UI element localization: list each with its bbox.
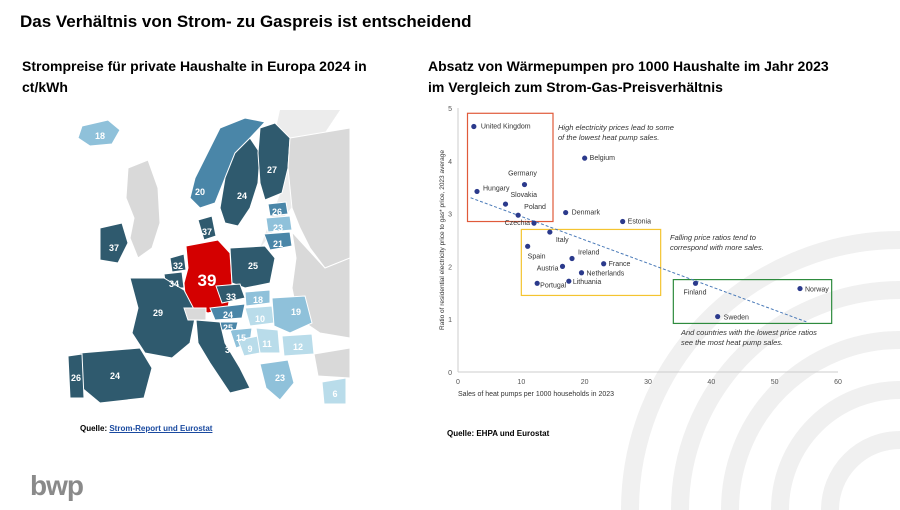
y-tick-label: 3 <box>448 211 452 219</box>
point-label: Slovakia <box>510 192 537 200</box>
map-value-france: 29 <box>152 308 164 318</box>
data-point <box>579 270 584 275</box>
x-axis-label: Sales of heat pumps per 1000 households in 2023 <box>458 391 615 398</box>
map-value-norway: 20 <box>194 187 206 197</box>
y-tick-label: 1 <box>448 317 452 325</box>
point-label: United Kingdom <box>480 123 531 131</box>
point-label: Spain <box>527 253 546 261</box>
map-value-slovenia: 25 <box>222 323 234 333</box>
data-point <box>560 264 565 269</box>
x-tick-label: 0 <box>456 379 460 386</box>
map-value-austria: 24 <box>222 310 234 320</box>
map-value-hungary: 10 <box>254 314 266 324</box>
data-point <box>471 124 476 129</box>
y-tick-label: 0 <box>448 370 452 377</box>
point-label: Finland <box>683 289 707 297</box>
country-uk <box>126 160 160 258</box>
map-value-romania: 19 <box>290 307 302 317</box>
source-link[interactable]: Strom-Report und Eurostat <box>109 424 213 433</box>
x-tick-label: 60 <box>834 379 842 386</box>
map-value-denmark: 37 <box>201 227 213 237</box>
x-tick-label: 40 <box>707 379 716 386</box>
point-label: Austria <box>536 265 559 273</box>
chart-source: Quelle: EHPA und Eurostat <box>447 429 550 438</box>
europe-map <box>60 108 350 408</box>
map-value-cyprus: 6 <box>332 389 338 399</box>
annotation-ann-red: High electricity prices lead to some <box>558 123 674 132</box>
map-value-sweden: 24 <box>236 191 248 201</box>
point-label: Czechia <box>504 220 530 228</box>
map-value-ireland: 37 <box>108 243 120 253</box>
annotation-ann-green: see the most heat pump sales. <box>681 338 784 347</box>
point-label: Norway <box>805 286 829 294</box>
data-point <box>715 314 720 319</box>
annotation-ann-red: of the lowest heat pump sales. <box>558 133 660 142</box>
x-tick-label: 10 <box>517 379 526 386</box>
map-value-bulgaria: 12 <box>292 342 304 352</box>
point-label: Hungary <box>483 185 510 193</box>
map-value-lithuania: 21 <box>272 239 284 249</box>
point-label: Belgium <box>589 155 615 163</box>
x-tick-label: 50 <box>770 379 779 386</box>
point-label: Portugal <box>540 282 567 290</box>
x-tick-label: 20 <box>580 379 589 386</box>
map-value-portugal: 26 <box>70 373 82 383</box>
data-point <box>531 221 536 226</box>
map-value-germany: 39 <box>197 271 217 290</box>
y-tick-label: 5 <box>448 106 452 113</box>
y-tick-label: 4 <box>448 158 452 166</box>
map-value-spain: 24 <box>109 371 121 381</box>
map-value-estonia: 26 <box>271 207 283 217</box>
point-label: Denmark <box>571 209 601 217</box>
map-value-iceland: 18 <box>94 131 106 141</box>
point-label: France <box>608 260 631 268</box>
point-label: Sweden <box>723 314 749 322</box>
data-point <box>525 244 530 249</box>
map-title: Strompreise für private Haushalte in Europa 2024 in ct/kWh <box>22 58 367 95</box>
point-label: Italy <box>555 237 569 245</box>
point-label: Germany <box>508 170 537 178</box>
map-value-poland: 25 <box>247 261 259 271</box>
point-label: Estonia <box>627 218 652 226</box>
data-point <box>516 213 521 218</box>
x-tick-label: 30 <box>644 379 652 386</box>
annotation-ann-green: And countries with the lowest price ratios <box>681 328 817 337</box>
data-point <box>693 281 698 286</box>
scatter-chart <box>428 100 858 400</box>
point-label: Poland <box>524 204 546 212</box>
data-point <box>569 256 574 261</box>
map-value-czechia: 33 <box>225 292 237 302</box>
map-value-greece: 23 <box>274 373 286 383</box>
map-source <box>80 424 212 433</box>
data-point <box>503 201 508 206</box>
annotation-ann-yellow: correspond with more sales. <box>670 243 764 252</box>
data-point <box>797 286 802 291</box>
data-point <box>563 210 568 215</box>
map-value-netherlands: 32 <box>172 261 184 271</box>
data-point <box>547 229 552 234</box>
data-point <box>535 281 540 286</box>
data-point <box>474 189 479 194</box>
map-value-belgium: 34 <box>168 279 180 289</box>
point-label: Netherlands <box>586 270 625 278</box>
map-value-latvia: 23 <box>272 223 284 233</box>
data-point <box>582 156 587 161</box>
map-value-slovakia: 18 <box>252 295 264 305</box>
point-label: Ireland <box>578 249 600 257</box>
map-value-croatia: 15 <box>235 333 247 343</box>
point-label: Lithuania <box>572 279 602 287</box>
map-value-bosnia: 9 <box>247 344 253 354</box>
data-point <box>522 182 527 187</box>
slide-title: Das Verhältnis von Strom- zu Gaspreis ist entscheidend <box>20 12 472 31</box>
map-value-italy: 31 <box>224 345 236 355</box>
data-point <box>566 279 571 284</box>
chart-title: Absatz von Wärmepumpen pro 1000 Haushalte im Jahr 2023 im Vergleich zum Strom-Gas-Preisverhältnis <box>428 58 829 95</box>
data-point <box>620 219 625 224</box>
country-turkey <box>314 348 350 378</box>
source-prefix: Quelle: <box>80 424 110 433</box>
country-switzerland <box>184 308 206 320</box>
y-axis-label: Ratio of residential electricity price to gas* price, 2023 average <box>439 150 446 330</box>
bwp-logo: bwp <box>30 470 83 501</box>
data-point <box>601 261 606 266</box>
y-tick-label: 2 <box>448 264 452 272</box>
map-value-finland: 27 <box>266 165 278 175</box>
annotation-ann-yellow: Falling price ratios tend to <box>670 233 756 242</box>
map-value-serbia: 11 <box>262 339 272 349</box>
